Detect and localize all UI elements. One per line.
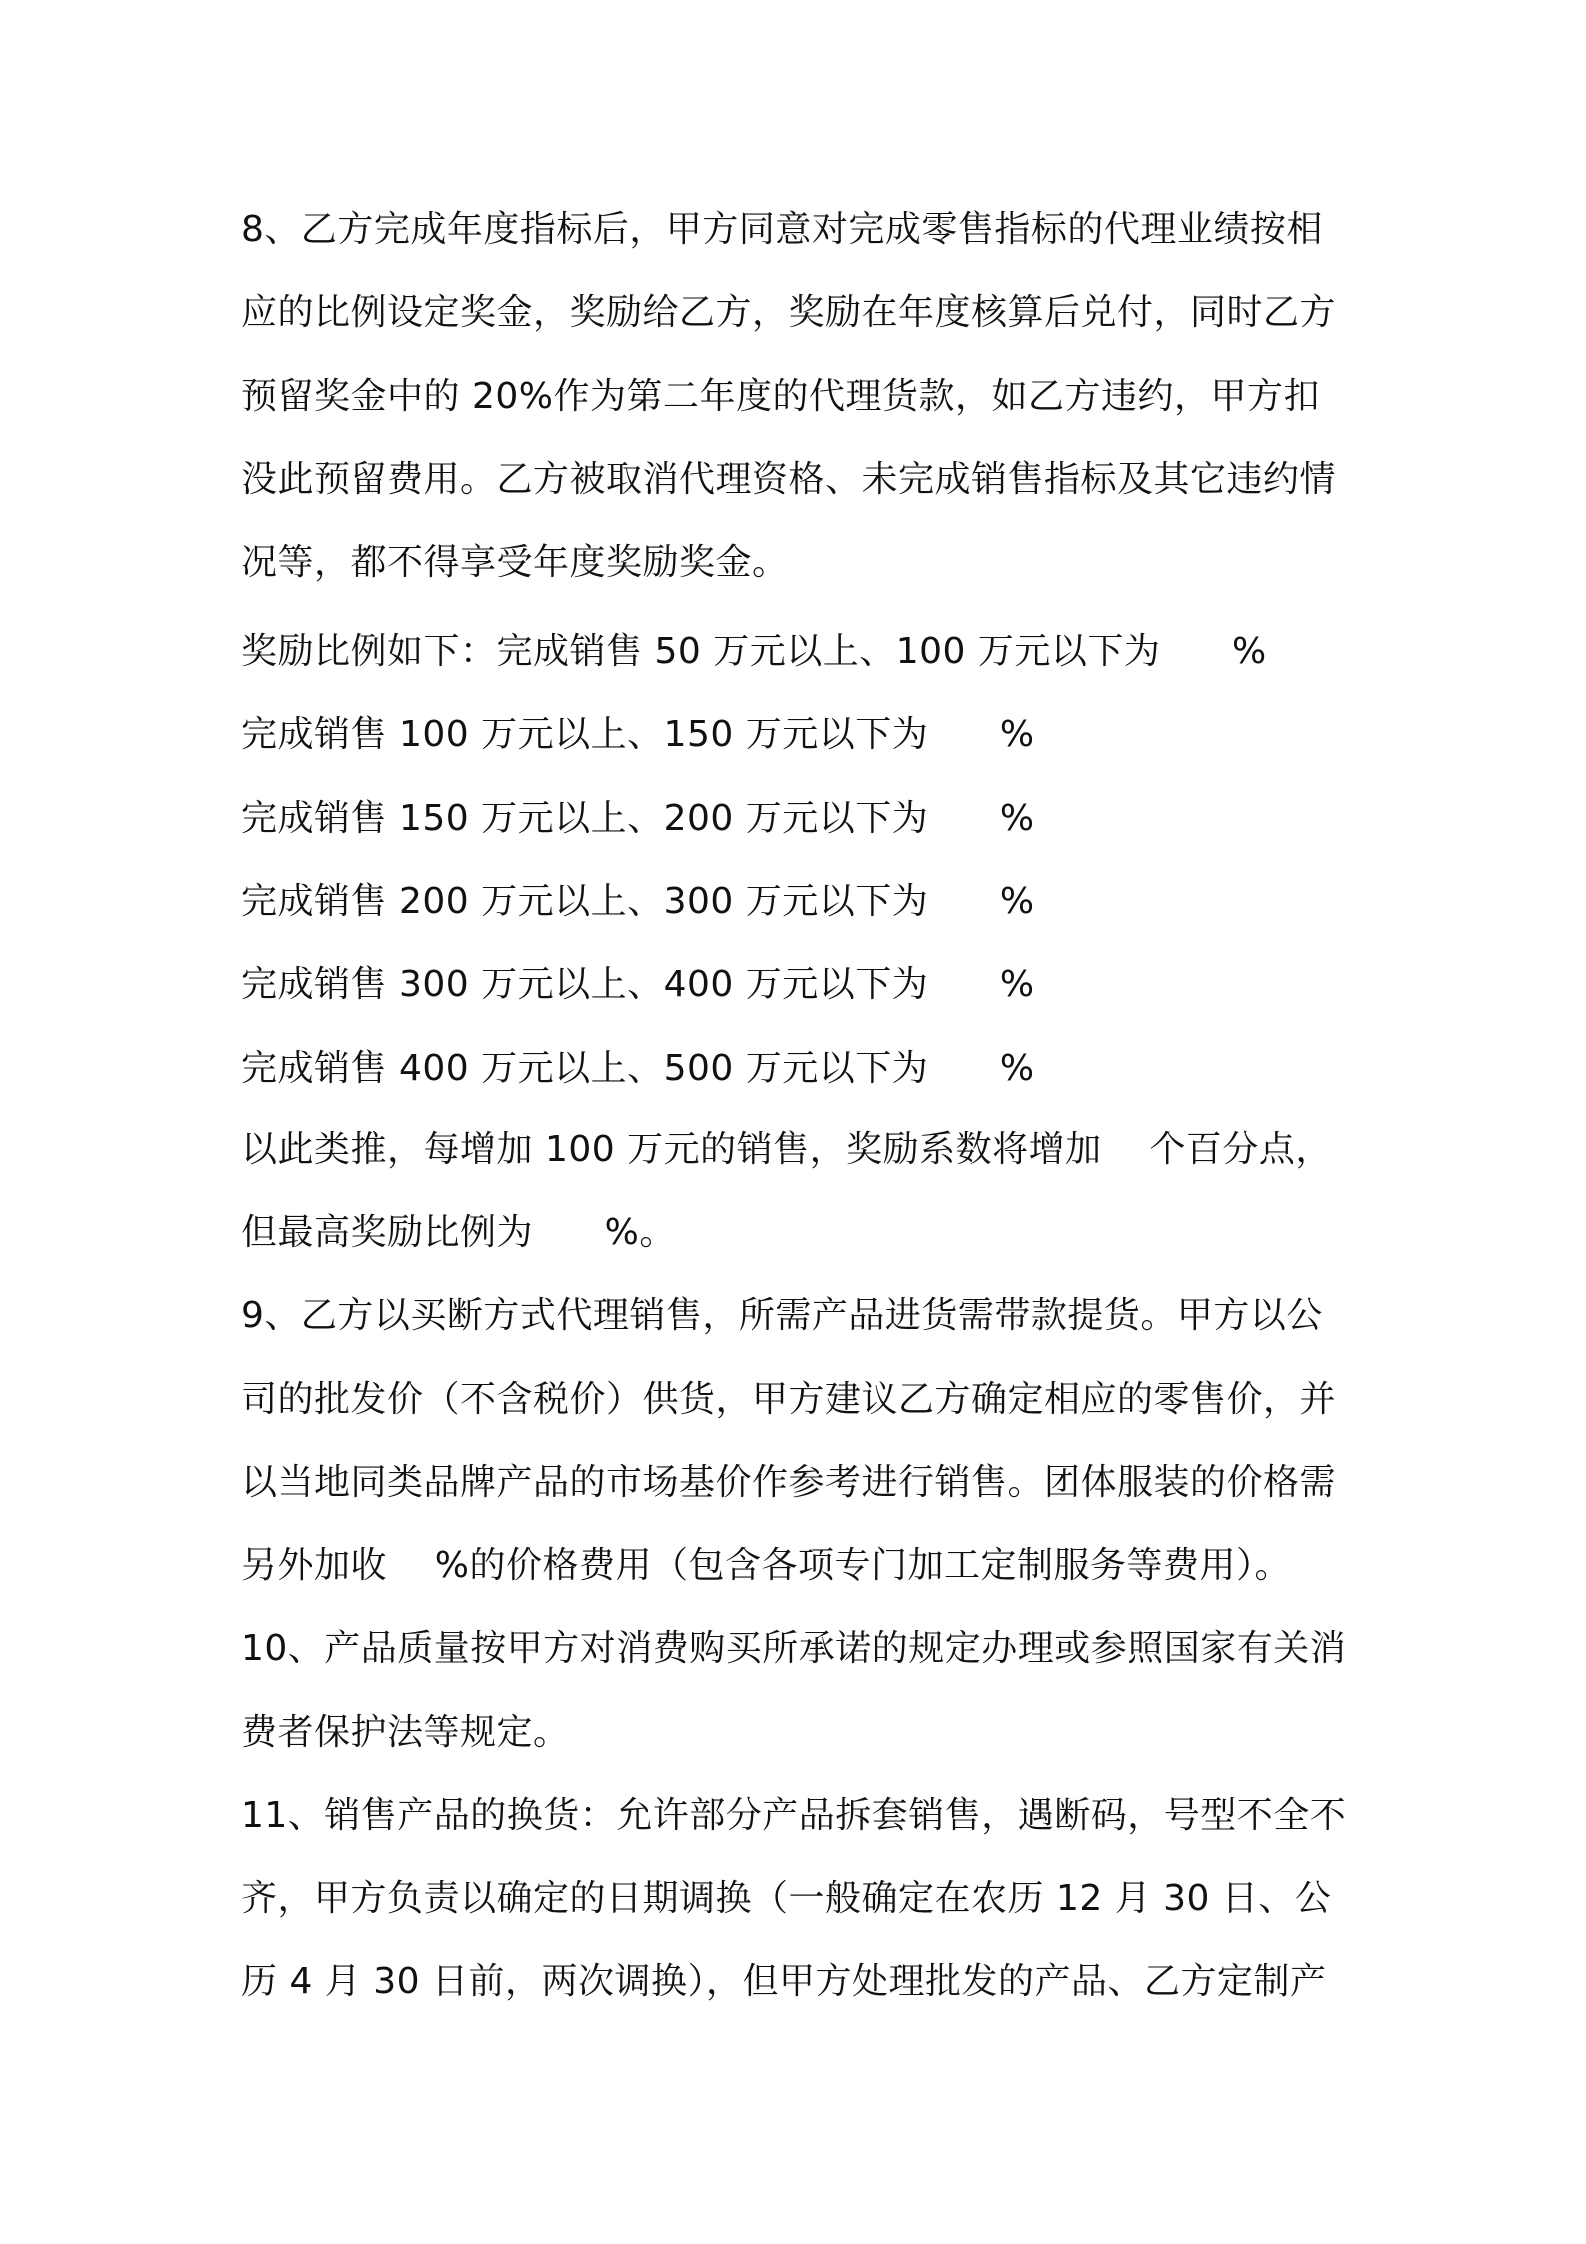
text-line: 10、产品质量按甲方对消费购买所承诺的规定办理或参照国家有关消 <box>241 1628 1347 1669</box>
text-line: 9、乙方以买断方式代理销售，所需产品进货需带款提货。甲方以公 <box>241 1295 1323 1336</box>
text-line: 没此预留费用。乙方被取消代理资格、未完成销售指标及其它违约情 <box>241 459 1337 500</box>
text-line: 况等，都不得享受年度奖励奖金。 <box>241 542 789 583</box>
text-line: 以此类推，每增加 100 万元的销售，奖励系数将增加 个百分点， <box>241 1129 1332 1170</box>
text-line: 另外加收 %的价格费用（包含各项专门加工定制服务等费用）。 <box>241 1545 1291 1586</box>
text-line: 历 4 月 30 日前，两次调换），但甲方处理批发的产品、乙方定制产 <box>241 1961 1327 2002</box>
text-line: 完成销售 150 万元以上、200 万元以下为 % <box>241 798 1035 839</box>
text-line: 8、乙方完成年度指标后，甲方同意对完成零售指标的代理业绩按相 <box>241 209 1323 250</box>
text-line: 11、销售产品的换货：允许部分产品拆套销售，遇断码，号型不全不 <box>241 1795 1347 1836</box>
text-line: 费者保护法等规定。 <box>241 1712 570 1753</box>
text-line: 但最高奖励比例为 %。 <box>241 1212 676 1253</box>
text-line: 预留奖金中的 20%作为第二年度的代理货款，如乙方违约，甲方扣 <box>241 376 1320 417</box>
text-line: 完成销售 400 万元以上、500 万元以下为 % <box>241 1048 1035 1089</box>
text-line: 完成销售 200 万元以上、300 万元以下为 % <box>241 881 1035 922</box>
text-line: 齐，甲方负责以确定的日期调换（一般确定在农历 12 月 30 日、公 <box>241 1878 1332 1919</box>
text-line: 以当地同类品牌产品的市场基价作参考进行销售。团体服装的价格需 <box>241 1462 1337 1503</box>
text-line: 司的批发价（不含税价）供货，甲方建议乙方确定相应的零售价，并 <box>241 1379 1337 1420</box>
text-line: 完成销售 300 万元以上、400 万元以下为 % <box>241 964 1035 1005</box>
text-line: 奖励比例如下：完成销售 50 万元以上、100 万元以下为 % <box>241 631 1267 672</box>
text-line: 应的比例设定奖金，奖励给乙方，奖励在年度核算后兑付，同时乙方 <box>241 292 1337 333</box>
text-line: 完成销售 100 万元以上、150 万元以下为 % <box>241 714 1035 755</box>
